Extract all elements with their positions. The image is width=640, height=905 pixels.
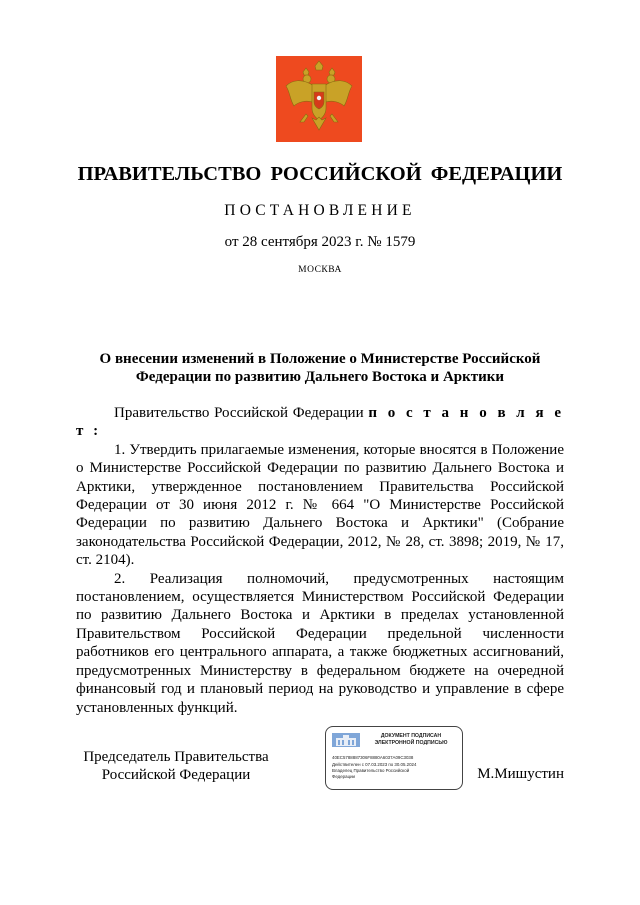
intro-text: Правительство Российской Федерации (114, 405, 364, 421)
stamp-owner-line2: Федерации (332, 774, 355, 779)
electronic-signature-stamp (325, 726, 463, 790)
coat-of-arms-icon (276, 56, 362, 142)
signatory-position-line1: Председатель Правительства (83, 749, 269, 765)
document-city: МОСКВА (298, 265, 342, 275)
paragraph-1: 1. Утвердить прилагаемые изменения, которые вносятся в Положение о Министерстве Российской Федерации по развитию Дальнего Востока и Арктики, утвержденное постановлением Правительства Российской Федерации от 30 июня 2012 г. № 664 "О Министерстве Российской Федерации по развитию Дальнего Востока и Арктики" (Собрание законодательства Российской Федерации, 2012, № 28, ст. 3898; 2019, № 17, ст. 2104). (76, 441, 564, 569)
signatory-position (76, 748, 276, 785)
signatory-position-line2: Российской Федерации (101, 767, 251, 784)
stamp-title-line1: ДОКУМЕНТ ПОДПИСАН (380, 733, 442, 739)
government-building-icon (332, 733, 360, 747)
intro-paragraph (76, 404, 564, 441)
document-type: ПОСТАНОВЛЕНИЕ (224, 202, 416, 219)
stamp-owner-line1: Владелец Правительство Российской (332, 768, 410, 773)
stamp-serial: 40EC5788887306F8880A6037A09C3038 (332, 755, 414, 760)
document-subject: О внесении изменений в Положение о Министерстве Российской Федерации по развитию Дальнего Востока и Арктики (99, 351, 541, 385)
stamp-title (362, 733, 460, 747)
paragraph-2: 2. Реализация полномочий, предусмотренных настоящим постановлением, осуществляется Министерством Российской Федерации по развитию Дальнего Востока и Арктики в пределах установленной Правительством Российской Федерации предельной численности работников его центрального аппарата, а также бюджетных ассигнований, предусмотренных Министерству в федеральном бюджете на очередной финансовый год и плановый период на руководство и управление в сфере установленных функций. (76, 570, 564, 716)
document-date-number: от 28 сентября 2023 г. № 1579 (224, 234, 416, 250)
stamp-title-line2: ЭЛЕКТРОННОЙ ПОДПИСЬЮ (374, 740, 448, 746)
stamp-validity: Действителен с 07.03.2023 по 30.05.2024 (332, 762, 417, 767)
intro-emphasis: п о с т а н о в л я е т : (76, 405, 564, 440)
signatory-name: М.Мишустин (477, 766, 564, 782)
government-title: ПРАВИТЕЛЬСТВО РОССИЙСКОЙ ФЕДЕРАЦИИ (77, 163, 563, 185)
document-body (76, 404, 564, 717)
